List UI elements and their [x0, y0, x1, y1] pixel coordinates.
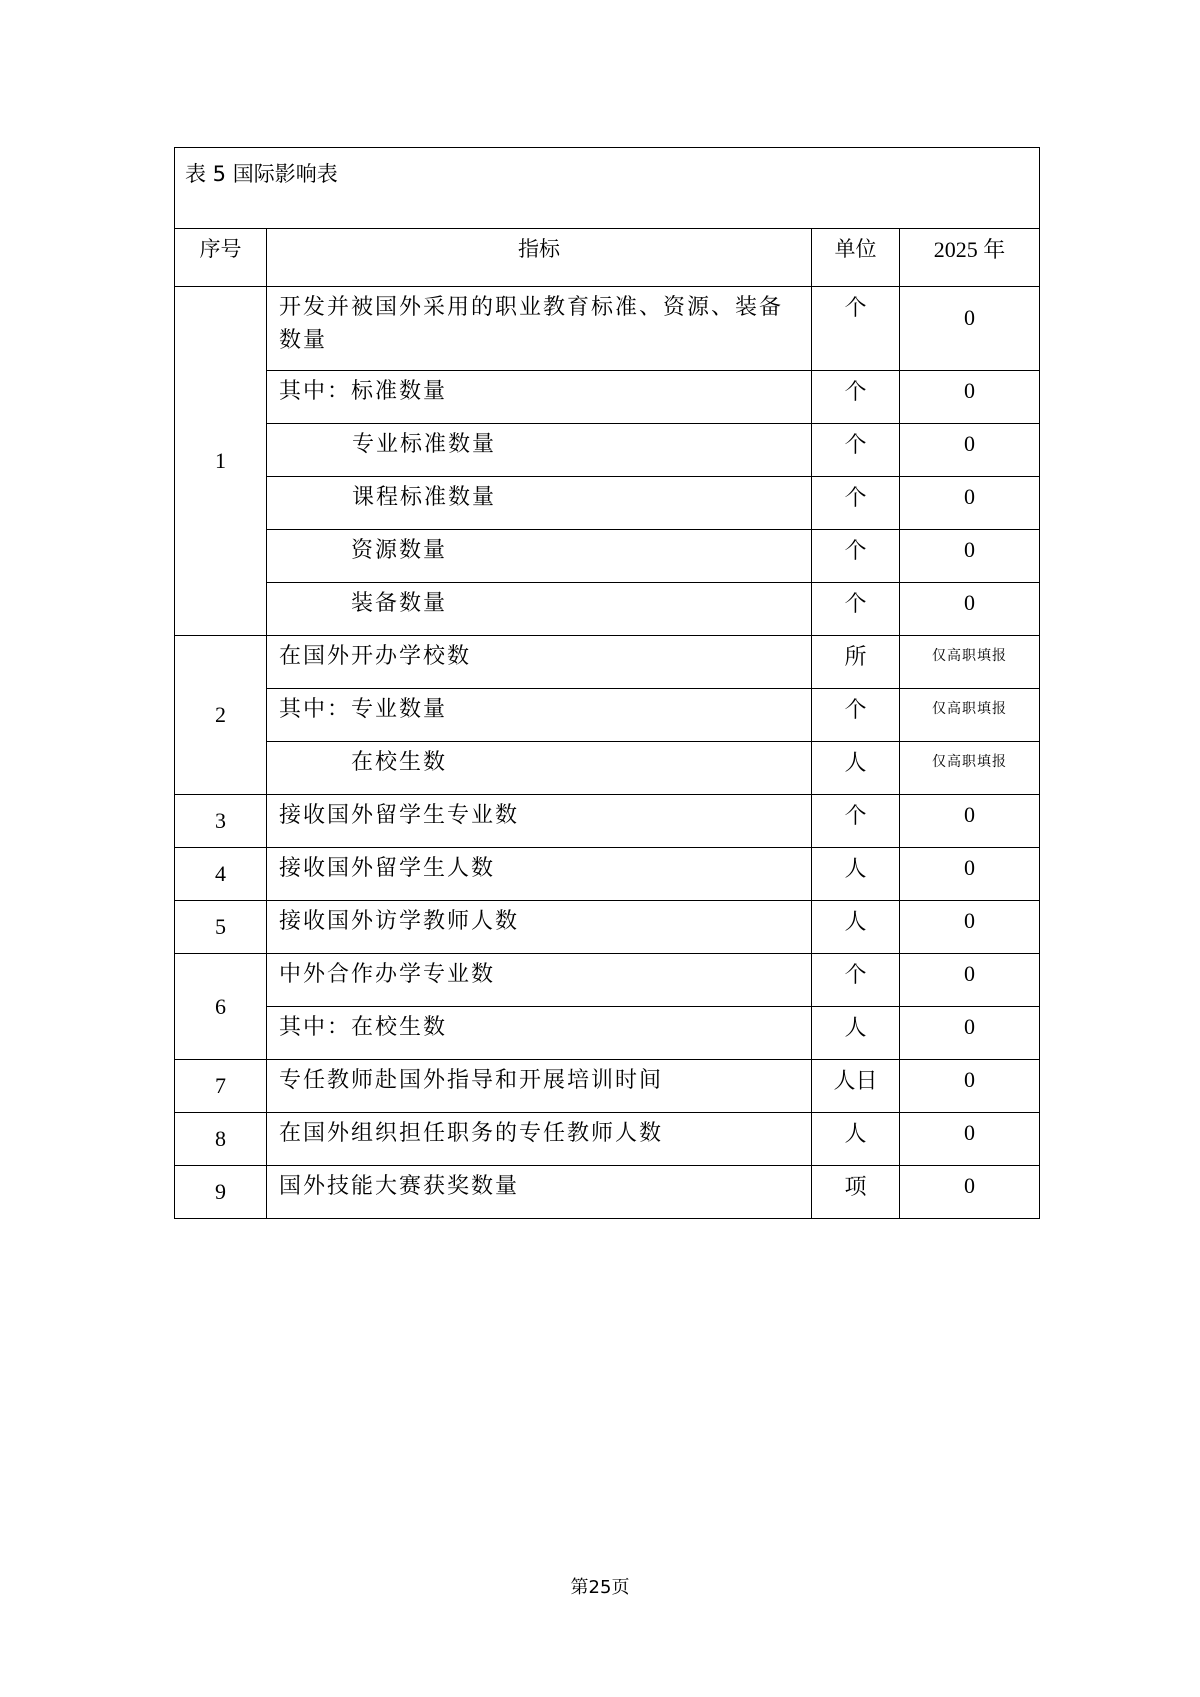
indicator-cell: 装备数量: [267, 583, 812, 636]
unit-cell: 个: [812, 954, 900, 1007]
header-year: 2025 年: [900, 229, 1040, 287]
indicator-cell: 专业标准数量: [267, 424, 812, 477]
unit-cell: 个: [812, 424, 900, 477]
unit-cell: 个: [812, 477, 900, 530]
indicator-cell: 在国外开办学校数: [267, 636, 812, 689]
value-cell: 0: [900, 795, 1040, 848]
table-header-row: [175, 229, 1040, 287]
indicator-cell: 在国外组织担任职务的专任教师人数: [267, 1113, 812, 1166]
unit-cell: 人日: [812, 1060, 900, 1113]
indicator-cell: 中外合作办学专业数: [267, 954, 812, 1007]
indicator-cell: 其中：标准数量: [267, 371, 812, 424]
value-cell: 0: [900, 901, 1040, 954]
value-cell: 0: [900, 1166, 1040, 1219]
table-row: [175, 901, 1040, 954]
indicator-cell: 接收国外访学教师人数: [267, 901, 812, 954]
table-row: [175, 1166, 1040, 1219]
indicator-cell: 接收国外留学生专业数: [267, 795, 812, 848]
unit-cell: 人: [812, 901, 900, 954]
unit-cell: 个: [812, 530, 900, 583]
table-row: [175, 530, 1040, 583]
table-row: [175, 636, 1040, 689]
seq-cell: 6: [175, 954, 267, 1060]
indicator-cell: 接收国外留学生人数: [267, 848, 812, 901]
unit-cell: 个: [812, 689, 900, 742]
header-unit: 单位: [812, 229, 900, 287]
indicator-cell: 在校生数: [267, 742, 812, 795]
header-seq: 序号: [175, 229, 267, 287]
indicator-cell: 资源数量: [267, 530, 812, 583]
seq-cell: 8: [175, 1113, 267, 1166]
unit-cell: 人: [812, 848, 900, 901]
value-cell: 0: [900, 1007, 1040, 1060]
indicator-cell: 国外技能大赛获奖数量: [267, 1166, 812, 1219]
table-row: [175, 689, 1040, 742]
table-row: [175, 1060, 1040, 1113]
unit-cell: 个: [812, 583, 900, 636]
value-cell: 0: [900, 371, 1040, 424]
seq-cell: 1: [175, 287, 267, 636]
table-row: [175, 1007, 1040, 1060]
indicator-cell: 开发并被国外采用的职业教育标准、资源、装备数量: [267, 287, 812, 371]
international-influence-table: [174, 147, 1040, 1219]
value-cell: 0: [900, 530, 1040, 583]
page-number: 第25页: [570, 1577, 630, 1598]
seq-cell: 4: [175, 848, 267, 901]
unit-cell: 个: [812, 795, 900, 848]
seq-cell: 9: [175, 1166, 267, 1219]
table-row: [175, 287, 1040, 371]
unit-cell: 所: [812, 636, 900, 689]
unit-cell: 项: [812, 1166, 900, 1219]
value-cell: 仅高职填报: [900, 636, 1040, 689]
seq-cell: 2: [175, 636, 267, 795]
value-cell: 0: [900, 1113, 1040, 1166]
indicator-cell: 课程标准数量: [267, 477, 812, 530]
value-cell: 0: [900, 954, 1040, 1007]
value-cell: 仅高职填报: [900, 689, 1040, 742]
seq-cell: 5: [175, 901, 267, 954]
seq-cell: 7: [175, 1060, 267, 1113]
unit-cell: 人: [812, 742, 900, 795]
value-cell: 0: [900, 424, 1040, 477]
table-row: [175, 371, 1040, 424]
indicator-cell: 其中：在校生数: [267, 1007, 812, 1060]
value-cell: 仅高职填报: [900, 742, 1040, 795]
unit-cell: 人: [812, 1007, 900, 1060]
table-row: [175, 742, 1040, 795]
unit-cell: 个: [812, 371, 900, 424]
value-cell: 0: [900, 477, 1040, 530]
value-cell: 0: [900, 848, 1040, 901]
indicator-cell: 其中：专业数量: [267, 689, 812, 742]
table-row: [175, 954, 1040, 1007]
table-row: [175, 848, 1040, 901]
value-cell: 0: [900, 1060, 1040, 1113]
table-caption: 表 5 国际影响表: [175, 148, 1040, 229]
table-row: [175, 1113, 1040, 1166]
value-cell: 0: [900, 583, 1040, 636]
table-row: [175, 795, 1040, 848]
value-cell: 0: [900, 287, 1040, 371]
unit-cell: 人: [812, 1113, 900, 1166]
table-row: [175, 424, 1040, 477]
indicator-cell: 专任教师赴国外指导和开展培训时间: [267, 1060, 812, 1113]
seq-cell: 3: [175, 795, 267, 848]
header-indicator: 指标: [267, 229, 812, 287]
table-row: [175, 477, 1040, 530]
table-row: [175, 583, 1040, 636]
unit-cell: 个: [812, 287, 900, 371]
